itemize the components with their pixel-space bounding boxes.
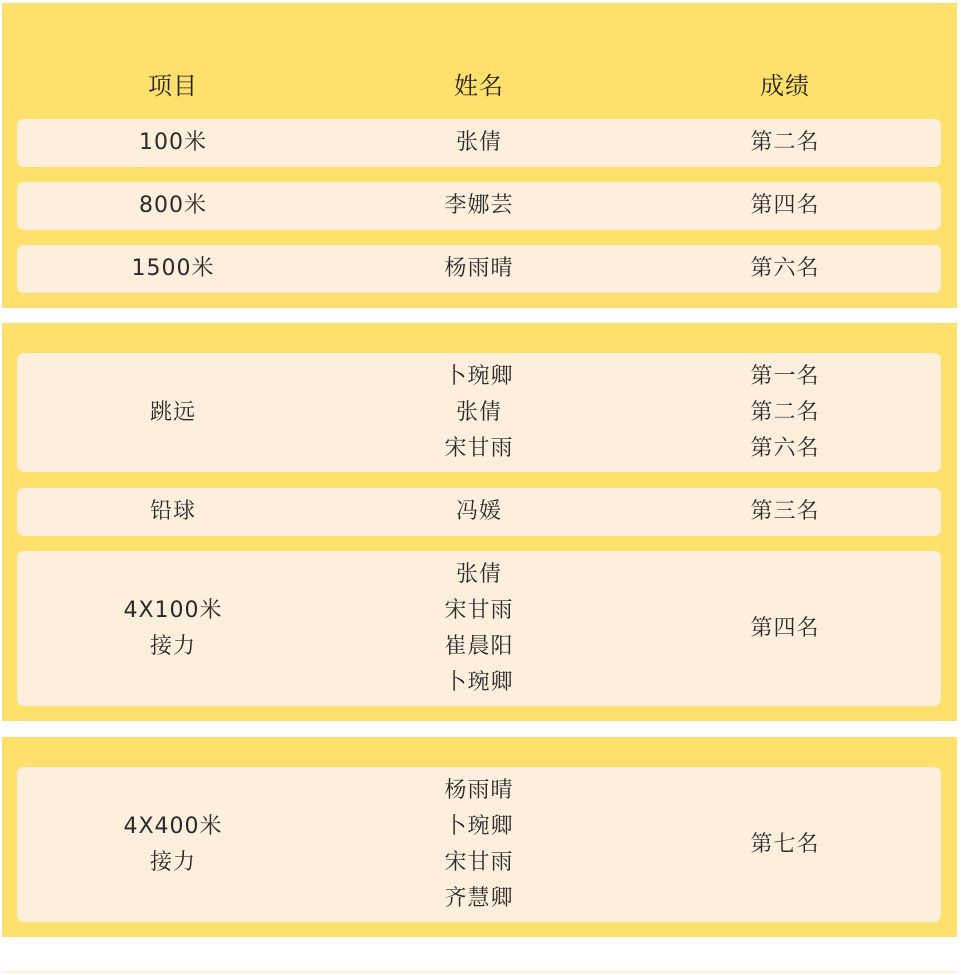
event-cell: 800米 [139,193,207,218]
result-cell: 第三名 [750,499,820,524]
name-cell: 杨雨晴 卜琬卿 宋甘雨 齐慧卿 [444,777,514,911]
table-row [17,353,941,472]
event-cell: 4X100米 接力 [123,597,223,659]
table-row [17,245,941,293]
name-cell: 卜琬卿 张倩 宋甘雨 [444,363,514,461]
table-row [17,182,941,230]
table-row [17,551,941,706]
table-header [17,66,941,106]
table-row [17,119,941,167]
result-cell: 第七名 [750,831,820,857]
header-project: 项目 [148,72,198,100]
result-cell: 第一名 第二名 第六名 [750,363,820,461]
name-cell: 张倩 [455,130,502,155]
table-row [17,488,941,536]
event-cell: 跳远 [149,399,196,425]
name-cell: 张倩 宋甘雨 崔晨阳 卜琬卿 [444,561,514,695]
result-cell: 第四名 [750,193,820,218]
event-cell: 4X400米 接力 [123,813,223,875]
event-cell: 100米 [139,130,207,155]
results-panel-2 [2,323,957,721]
event-cell: 1500米 [131,256,215,281]
result-cell: 第二名 [750,130,820,155]
table-row [17,767,941,922]
bottom-divider [2,971,957,973]
header-name: 姓名 [454,72,504,100]
name-cell: 冯媛 [455,499,502,524]
event-cell: 铅球 [149,499,196,524]
name-cell: 李娜芸 [444,193,514,218]
result-cell: 第六名 [750,256,820,281]
result-cell: 第四名 [750,615,820,641]
name-cell: 杨雨晴 [444,256,514,281]
results-panel-3 [2,737,957,937]
header-result: 成绩 [760,72,810,100]
results-panel-1 [2,3,957,308]
